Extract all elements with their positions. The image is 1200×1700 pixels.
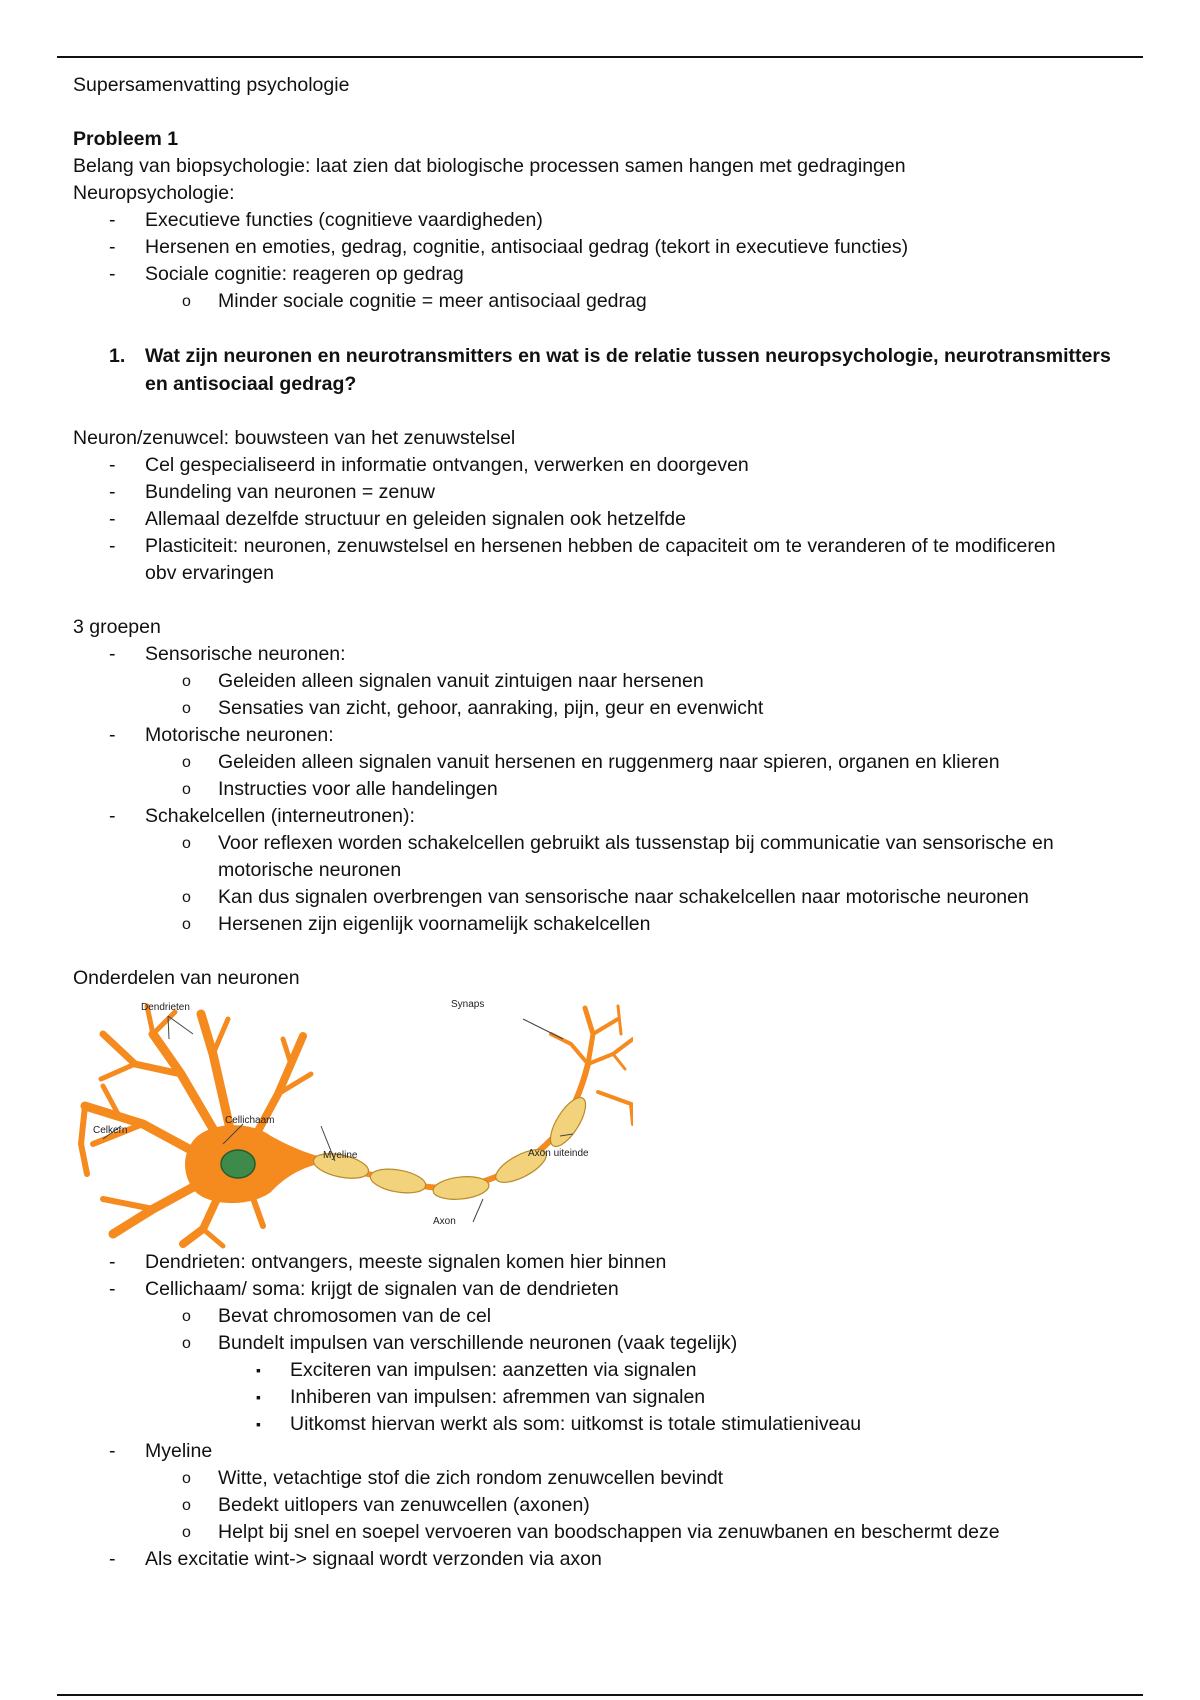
list-subsubitem: ▪ Uitkomst hiervan werkt als som: uitkomst is totale stimulatieniveau — [256, 1413, 862, 1435]
top-rule — [57, 56, 1143, 58]
parts-label: Onderdelen van neuronen — [73, 967, 300, 989]
document-page — [73, 72, 1123, 1573]
list-item: - Sociale cognitie: reageren op gedrag — [109, 263, 464, 285]
label-dendrites: Dendrieten — [141, 1002, 190, 1013]
intro-text: Belang van biopsychologie: laat zien dat biologische processen samen hangen met gedragingen — [73, 155, 906, 177]
list-subitem: o Helpt bij snel en soepel vervoeren van boodschappen via zenuwbanen en beschermt deze — [182, 1521, 1000, 1543]
list-subitem: o Witte, vetachtige stof die zich rondom zenuwcellen bevindt — [182, 1467, 724, 1489]
label-cellbody: Cellichaam — [225, 1115, 275, 1126]
bottom-rule — [57, 1694, 1143, 1696]
list-item: - Bundeling van neuronen = zenuw — [109, 481, 436, 503]
list-subitem: o Voor reflexen worden schakelcellen gebruikt als tussenstap bij communicatie van sensorische en motorische neuronen — [182, 832, 1054, 881]
label-myelin: Myeline — [323, 1150, 358, 1161]
list-item: - Motorische neuronen: — [109, 724, 334, 746]
groups-label: 3 groepen — [73, 616, 161, 638]
label-nucleus: Celkern — [93, 1125, 128, 1136]
doc-title: Supersamenvatting psychologie — [73, 74, 350, 96]
list-subitem: o Instructies voor alle handelingen — [182, 778, 498, 800]
nucleus-shape — [221, 1150, 255, 1178]
question-heading: 1. Wat zijn neuronen en neurotransmitters en wat is de relatie tussen neuropsychologie, neurotransmitters en antisociaal gedrag? — [109, 345, 1111, 395]
neuron-illustration — [73, 994, 633, 1249]
list-subitem: o Sensaties van zicht, gehoor, aanraking, pijn, geur en evenwicht — [182, 697, 764, 719]
label-synapse: Synaps — [451, 999, 485, 1010]
neuron-label: Neuron/zenuwcel: bouwsteen van het zenuwstelsel — [73, 427, 516, 449]
list-item: - Executieve functies (cognitieve vaardigheden) — [109, 209, 543, 231]
neuropsych-label: Neuropsychologie: — [73, 182, 235, 204]
neuron-diagram — [73, 994, 633, 1249]
list-subitem: o Bevat chromosomen van de cel — [182, 1305, 492, 1327]
list-subsubitem: ▪ Exciteren van impulsen: aanzetten via signalen — [256, 1359, 697, 1381]
list-subitem: o Bundelt impulsen van verschillende neuronen (vaak tegelijk) — [182, 1332, 738, 1354]
axon-terminal-shape — [551, 1006, 633, 1124]
list-subitem: o Geleiden alleen signalen vanuit zintuigen naar hersenen — [182, 670, 704, 692]
list-item: - Hersenen en emoties, gedrag, cognitie, antisociaal gedrag (tekort in executieve functies) — [109, 236, 909, 258]
list-item: - Cel gespecialiseerd in informatie ontvangen, verwerken en doorgeven — [109, 454, 749, 476]
label-axon-end: Axon uiteinde — [528, 1148, 589, 1159]
list-item: - Cellichaam/ soma: krijgt de signalen van de dendrieten — [109, 1278, 619, 1300]
section-heading: Probleem 1 — [73, 128, 179, 150]
label-axon: Axon — [433, 1216, 456, 1227]
label-leader-lines — [103, 1016, 573, 1222]
list-subitem: o Kan dus signalen overbrengen van sensorische naar schakelcellen naar motorische neuronen — [182, 886, 1029, 908]
list-subitem: o Hersenen zijn eigenlijk voornamelijk schakelcellen — [182, 913, 651, 935]
list-item: - Myeline — [109, 1440, 213, 1462]
list-item: - Schakelcellen (interneutronen): — [109, 805, 415, 827]
list-subsubitem: ▪ Inhiberen van impulsen: afremmen van signalen — [256, 1386, 706, 1408]
list-subitem: o Minder sociale cognitie = meer antisociaal gedrag — [182, 290, 647, 312]
list-subitem: o Geleiden alleen signalen vanuit hersenen en ruggenmerg naar spieren, organen en klieren — [182, 751, 1000, 773]
list-item: - Dendrieten: ontvangers, meeste signalen komen hier binnen — [109, 1251, 667, 1273]
list-item: - Allemaal dezelfde structuur en geleiden signalen ook hetzelfde — [109, 508, 686, 530]
list-item: - Als excitatie wint-> signaal wordt verzonden via axon — [109, 1548, 602, 1570]
list-item: - Sensorische neuronen: — [109, 643, 346, 665]
list-subitem: o Bedekt uitlopers van zenuwcellen (axonen) — [182, 1494, 590, 1516]
list-item: - Plasticiteit: neuronen, zenuwstelsel en hersenen hebben de capaciteit om te veranderen of te modificeren obv ervaringen — [109, 535, 1056, 584]
